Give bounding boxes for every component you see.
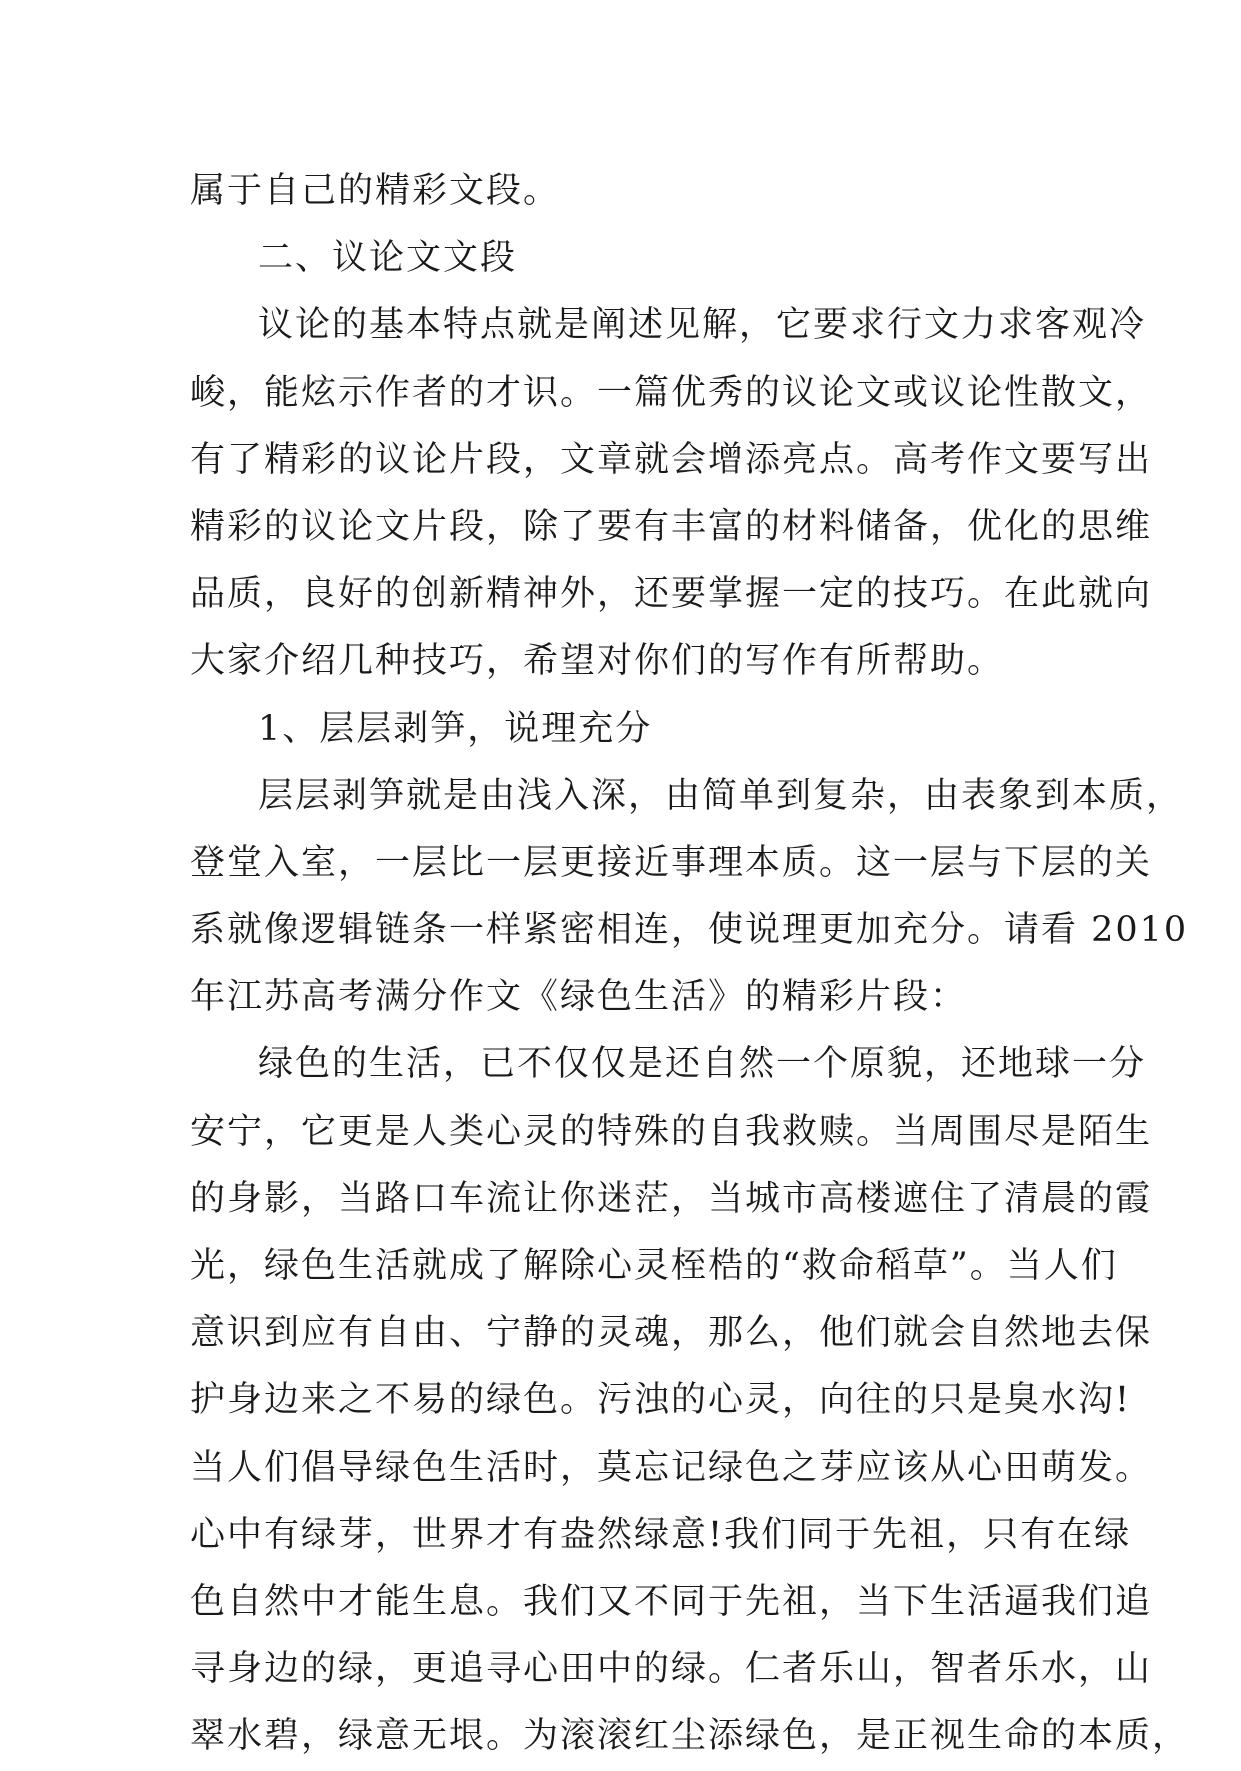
text-line: 议论的基本特点就是阐述见解，它要求行文力求客观冷 — [258, 305, 1147, 346]
body-text — [190, 158, 1190, 1771]
text-line: 护身边来之不易的绿色。污浊的心灵，向往的只是臭水沟! — [190, 1380, 1132, 1421]
text-line: 色自然中才能生息。我们又不同于先祖，当下生活逼我们追 — [190, 1581, 1153, 1622]
section-heading: 二、议论文文段 — [258, 238, 518, 279]
text-line: 年江苏高考满分作文《绿色生活》的精彩片段： — [190, 977, 968, 1018]
text-line: 品质，良好的创新精神外，还要掌握一定的技巧。在此就向 — [190, 574, 1153, 615]
text-line: 精彩的议论文片段，除了要有丰富的材料储备，优化的思维 — [190, 506, 1153, 547]
text-line: 属于自己的精彩文段。 — [190, 171, 561, 211]
text-line: 寻身边的绿，更追寻心田中的绿。仁者乐山，智者乐水，山 — [190, 1649, 1153, 1690]
text-line: 系就像逻辑链条一样紧密相连，使说理更加充分。请看 2010 — [190, 910, 1189, 951]
text-line: 心中有绿芽，世界才有盎然绿意!我们同于先祖，只有在绿 — [190, 1514, 1132, 1555]
subsection-heading: 1、层层剥笋，说理充分 — [258, 708, 653, 749]
text-line: 意识到应有自由、宁静的灵魂，那么，他们就会自然地去保 — [190, 1313, 1153, 1354]
text-line: 翠水碧，绿意无垠。为滚滚红尘添绿色，是正视生命的本质， — [190, 1716, 1190, 1757]
text-line: 当人们倡导绿色生活时，莫忘记绿色之芽应该从心田萌发。 — [190, 1447, 1153, 1488]
text-line: 安宁，它更是人类心灵的特殊的自我救赎。当周围尽是陌生 — [190, 1111, 1153, 1152]
text-line: 有了精彩的议论片段，文章就会增添亮点。高考作文要写出 — [190, 439, 1153, 480]
text-line: 的身影，当路口车流让你迷茫，当城市高楼遮住了清晨的霞 — [190, 1178, 1153, 1219]
text-line: 大家介绍几种技巧，希望对你们的写作有所帮助。 — [190, 641, 1005, 682]
text-line: 登堂入室，一层比一层更接近事理本质。这一层与下层的关 — [190, 842, 1153, 883]
text-line: 峻，能炫示作者的才识。一篇优秀的议论文或议论性散文， — [190, 372, 1153, 413]
text-line: 光，绿色生活就成了解除心灵桎梏的“救命稻草”。当人们 — [190, 1246, 1118, 1286]
text-line: 层层剥笋就是由浅入深，由简单到复杂，由表象到本质， — [258, 775, 1184, 816]
text-line: 绿色的生活，已不仅仅是还自然一个原貌，还地球一分 — [258, 1044, 1147, 1085]
